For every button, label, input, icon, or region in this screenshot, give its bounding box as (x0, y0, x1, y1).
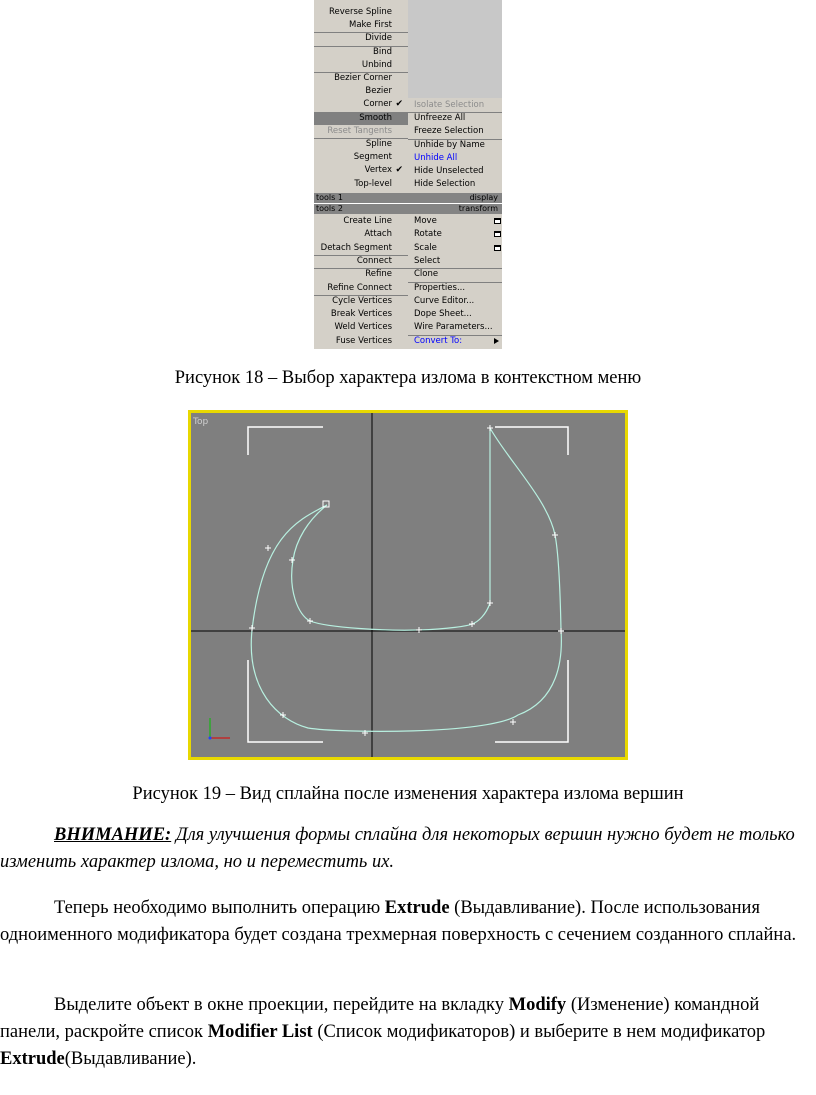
menu-item-label: Bind (373, 46, 392, 57)
menu-item-label: Divide (365, 33, 392, 44)
menu-item-isolate-selection[interactable] (408, 99, 504, 112)
viewport-svg (188, 410, 628, 760)
menu-item-unhide-all[interactable] (408, 152, 504, 165)
menu-item-label: Scale (414, 242, 437, 253)
menu-item-detach-segment[interactable] (314, 242, 408, 255)
menu-item-label: Convert To: (414, 335, 463, 346)
menu-item-label: Isolate Selection (414, 100, 485, 110)
menu-item-unfreeze-all[interactable] (408, 112, 504, 125)
menu-item-label: Unbind (361, 59, 392, 70)
warning-text: Для улучшения формы сплайна для некоторых вершин нужно будет не только изменить характер излома, но и переместить их. (0, 825, 795, 872)
menu-item-break-vertices[interactable] (314, 308, 408, 321)
menu-item-bezier[interactable] (314, 85, 408, 98)
menu-item-curve-editor[interactable] (408, 295, 504, 308)
warning-label: ВНИМАНИЕ: (54, 825, 172, 845)
para2-text-2: (Изменение) командной панели, раскройте список (0, 995, 760, 1042)
menu-item-label: Top-level (354, 178, 392, 189)
submenu-arrow-icon (494, 338, 499, 344)
menu-item-label: Curve Editor... (414, 295, 475, 306)
check-icon: ✔ (395, 99, 403, 110)
settings-box-icon[interactable] (494, 218, 501, 224)
menu-item-clone[interactable] (408, 268, 504, 281)
quad-menu-screenshot (314, 0, 502, 350)
menu-item-label: Attach (364, 229, 392, 240)
menu-item-label: Rotate (414, 229, 442, 240)
header-display: display (469, 193, 498, 202)
menu-item-label: Freeze Selection (414, 126, 484, 137)
menu-item-reset-tangents[interactable] (314, 125, 408, 138)
para2-text-1: Выделите объект в окне проекции, перейдите на вкладку (54, 995, 509, 1015)
menu-item-label: Hide Selection (414, 179, 476, 190)
settings-box-icon[interactable] (494, 231, 501, 237)
header-transform: transform (458, 204, 498, 213)
menu-item-connect[interactable] (314, 255, 408, 268)
para2-text-3: (Список модификаторов) и выберите в нем модификатор (312, 1022, 766, 1042)
menu-item-move[interactable] (408, 215, 504, 228)
quad-right-upper (408, 98, 502, 193)
figure-18-caption: Рисунок 18 – Выбор характера излома в контекстном меню (174, 368, 642, 388)
menu-item-bezier-corner[interactable] (314, 72, 408, 85)
menu-item-label: Corner (363, 99, 392, 110)
settings-box-icon[interactable] (494, 245, 501, 251)
menu-item-weld-vertices[interactable] (314, 321, 408, 334)
menu-item-label: Cycle Vertices (332, 295, 392, 306)
figure-19-caption: Рисунок 19 – Вид сплайна после изменения характера излома вершин (132, 784, 684, 804)
viewport-background (408, 0, 502, 98)
menu-item-reverse-spline[interactable] (314, 6, 408, 19)
menu-item-label: Spline (365, 139, 392, 149)
menu-item-label: Bezier Corner (334, 73, 392, 83)
menu-item-label: Properties... (414, 282, 466, 293)
menu-item-attach[interactable] (314, 228, 408, 241)
menu-item-freeze-selection[interactable] (408, 125, 504, 138)
quad-header-2 (314, 204, 502, 214)
menu-item-label: Select (414, 255, 441, 266)
menu-item-label: Clone (414, 269, 439, 280)
menu-item-label: Move (414, 216, 437, 226)
header-tools-1: tools 1 (316, 193, 343, 202)
menu-item-label: Wire Parameters... (414, 322, 493, 333)
menu-item-smooth[interactable] (314, 112, 408, 125)
menu-item-label: Refine Connect (327, 282, 392, 293)
menu-item-label: Unfreeze All (414, 113, 466, 124)
menu-item-wire-parameters[interactable] (408, 321, 504, 334)
menu-item-label: Break Vertices (330, 309, 392, 320)
viewport-label: Top (193, 417, 209, 427)
menu-item-label: Reset Tangents (327, 125, 392, 136)
warning-paragraph (0, 822, 812, 876)
menu-item-create-line[interactable] (314, 215, 408, 228)
menu-item-label: Dope Sheet... (414, 309, 472, 320)
menu-item-label: Vertex (364, 165, 392, 176)
menu-item-segment[interactable] (314, 151, 408, 164)
menu-item-label: Smooth (359, 112, 392, 123)
menu-item-label: Create Line (343, 216, 392, 226)
menu-item-label: Unhide All (414, 152, 458, 163)
quad-right-lower (408, 214, 502, 349)
menu-item-vertex[interactable] (314, 164, 408, 177)
menu-item-make-first[interactable] (314, 19, 408, 32)
menu-item-hide-selection[interactable] (408, 178, 504, 191)
paragraph-extrude (0, 895, 812, 949)
menu-item-unhide-by-name[interactable] (408, 139, 504, 152)
menu-item-refine-connect[interactable] (314, 282, 408, 295)
para2-bold-modifier-list: Modifier List (207, 1022, 313, 1042)
menu-item-label: Refine (365, 269, 392, 280)
paragraph-modify (0, 992, 812, 1073)
menu-item-rotate[interactable] (408, 228, 504, 241)
header-tools-2: tools 2 (316, 204, 343, 213)
menu-item-bind[interactable] (314, 46, 408, 59)
menu-item-select[interactable] (408, 255, 504, 268)
menu-item-label: Segment (353, 152, 392, 163)
menu-item-label: Unhide by Name (414, 139, 485, 150)
menu-item-spline[interactable] (314, 138, 408, 151)
para1-text-2: (Выдавливание). После использования одноименного модификатора будет создана трехмерная поверхность с сечением созданного сплайна. (0, 898, 797, 945)
menu-item-top-level[interactable] (314, 178, 408, 191)
menu-item-properties[interactable] (408, 282, 504, 295)
quad-header-1 (314, 193, 502, 203)
quad-left-lower (314, 214, 408, 349)
para1-text-1: Теперь необходимо выполнить операцию (54, 898, 385, 918)
check-icon: ✔ (395, 165, 403, 176)
menu-item-convert-to[interactable] (408, 335, 504, 348)
spline-viewport (188, 410, 628, 760)
para2-bold-modify: Modify (508, 995, 567, 1015)
menu-item-hide-unselected[interactable] (408, 165, 504, 178)
menu-item-label: Bezier (365, 86, 392, 97)
menu-item-fuse-vertices[interactable] (314, 335, 408, 348)
menu-item-scale[interactable] (408, 242, 504, 255)
menu-item-divide[interactable] (314, 32, 408, 45)
quad-left-upper (314, 0, 408, 193)
menu-item-label: Weld Vertices (334, 322, 392, 333)
menu-item-cycle-vertices[interactable] (314, 295, 408, 308)
viewport-frame (190, 412, 627, 759)
menu-item-unbind[interactable] (314, 59, 408, 72)
para2-bold-extrude: Extrude (0, 1049, 65, 1069)
menu-item-label: Hide Unselected (414, 166, 484, 176)
para1-bold-extrude: Extrude (384, 898, 450, 918)
menu-item-label: Make First (349, 20, 392, 31)
menu-item-label: Connect (356, 255, 392, 266)
menu-item-label: Reverse Spline (329, 7, 392, 17)
menu-item-refine[interactable] (314, 268, 408, 281)
menu-item-corner[interactable] (314, 98, 408, 111)
menu-item-dope-sheet[interactable] (408, 308, 504, 321)
para2-text-4: (Выдавливание). (64, 1049, 197, 1069)
menu-item-label: Detach Segment (320, 242, 392, 253)
menu-item-label: Fuse Vertices (335, 335, 392, 346)
